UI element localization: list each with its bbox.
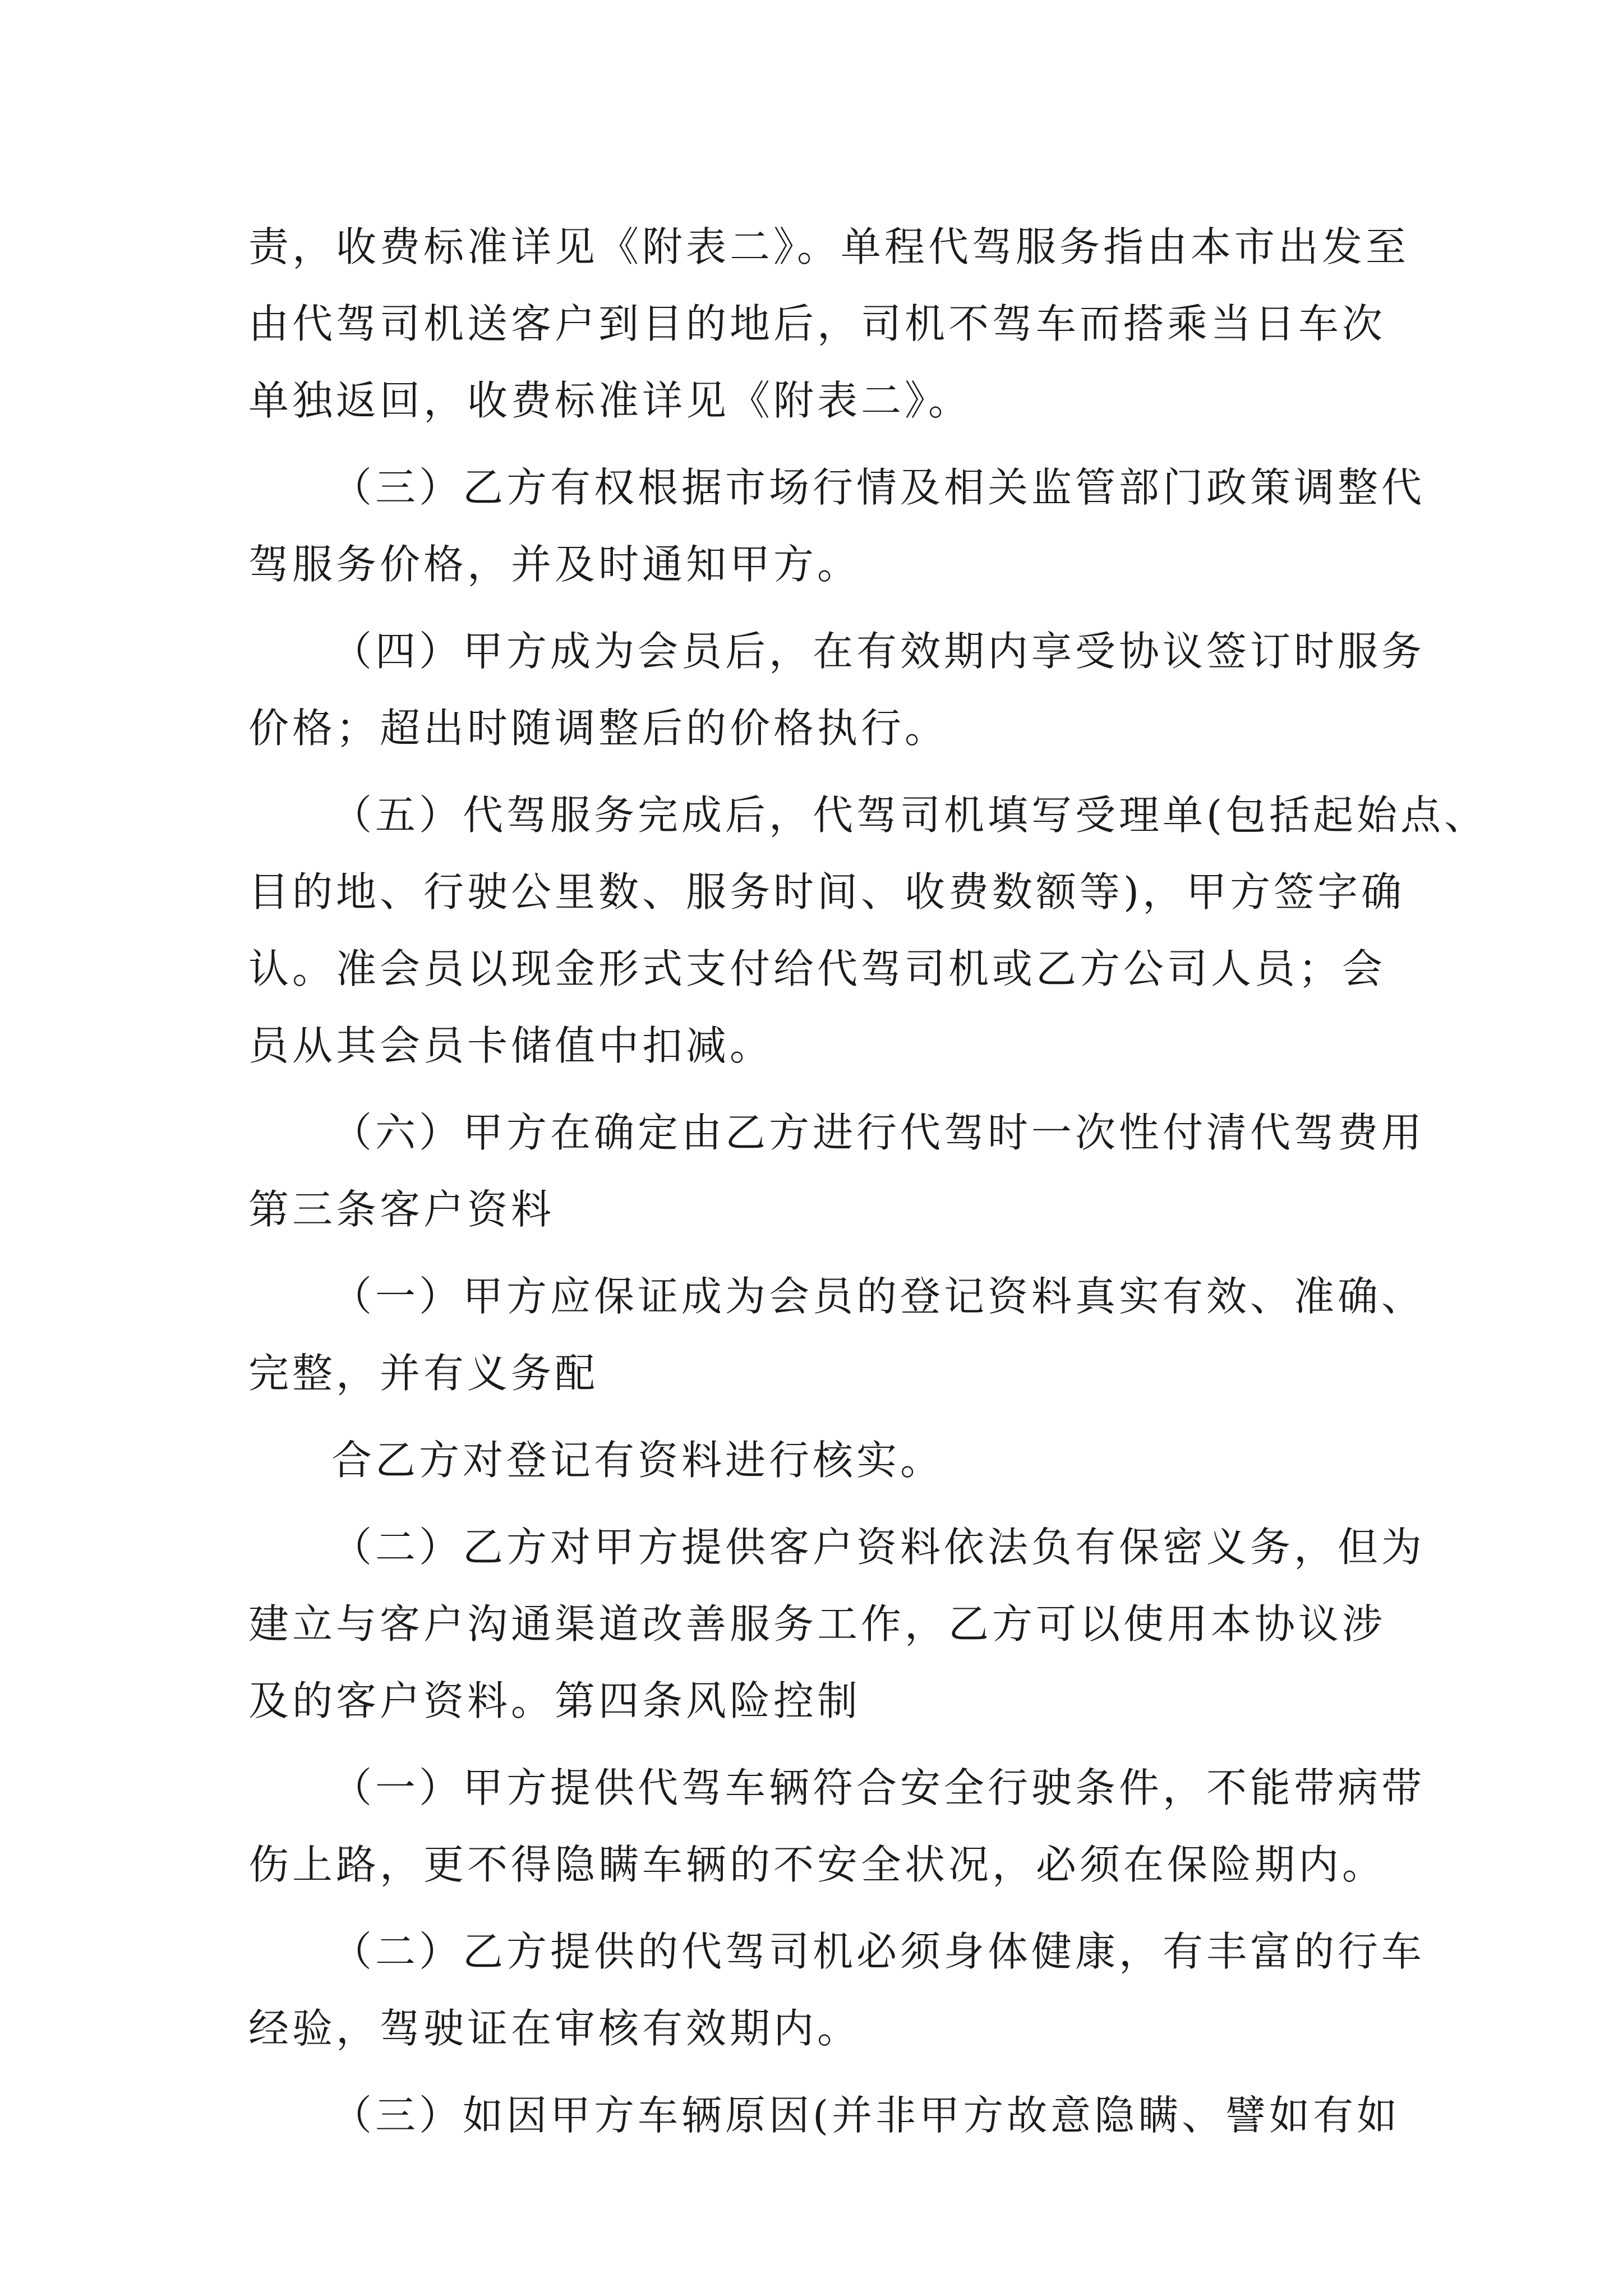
risk-clause-2-line: （二）乙方提供的代驾司机必须身体健康，有丰富的行车 xyxy=(331,1928,1426,1975)
text-line: 由代驾司机送客户到目的地后，司机不驾车而搭乘当日车次 xyxy=(248,300,1386,347)
clause-5-line: （五）代驾服务完成后，代驾司机填写受理单(包括起始点、 xyxy=(331,792,1488,839)
text-line: 责，收费标准详见《附表二》。单程代驾服务指由本市出发至 xyxy=(248,223,1410,270)
risk-clause-3-line: （三）如因甲方车辆原因(并非甲方故意隐瞒、譬如有如 xyxy=(331,2092,1401,2139)
customer-clause-2-line: （二）乙方对甲方提供客户资料依法负有保密义务，但为 xyxy=(331,1524,1426,1571)
text-line: 驾服务价格，并及时通知甲方。 xyxy=(248,541,861,588)
risk-clause-1-line: （一）甲方提供代驾车辆符合安全行驶条件，不能带病带 xyxy=(331,1764,1426,1811)
text-line: 伤上路，更不得隐瞒车辆的不安全状况，必须在保险期内。 xyxy=(248,1841,1386,1888)
text-line: 完整，并有义务配 xyxy=(248,1350,599,1397)
text-line: 单独返回，收费标准详见《附表二》。 xyxy=(248,377,972,424)
text-line: 及的客户资料。第四条风险控制 xyxy=(248,1677,861,1724)
text-line: 认。准会员以现金形式支付给代驾司机或乙方公司人员；会 xyxy=(248,945,1386,992)
clause-3-line: （三）乙方有权根据市场行情及相关监管部门政策调整代 xyxy=(331,464,1426,511)
text-line: 建立与客户沟通渠道改善服务工作，乙方可以使用本协议涉 xyxy=(248,1600,1386,1648)
customer-clause-1-line: （一）甲方应保证成为会员的登记资料真实有效、准确、 xyxy=(331,1273,1426,1320)
text-line: 合乙方对登记有资料进行核实。 xyxy=(331,1437,944,1484)
clause-4-line: （四）甲方成为会员后，在有效期内享受协议签订时服务 xyxy=(331,628,1426,675)
text-line: 经验，驾驶证在审核有效期内。 xyxy=(248,2005,861,2052)
section-heading-customer-info: 第三条客户资料 xyxy=(248,1186,555,1233)
text-line: 员从其会员卡储值中扣减。 xyxy=(248,1022,774,1069)
document-body xyxy=(248,209,1488,2154)
text-line: 价格；超出时随调整后的价格执行。 xyxy=(248,705,949,752)
text-line: 目的地、行驶公里数、服务时间、收费数额等)，甲方签字确 xyxy=(248,868,1405,915)
clause-6-line: （六）甲方在确定由乙方进行代驾时一次性付清代驾费用 xyxy=(331,1109,1426,1156)
